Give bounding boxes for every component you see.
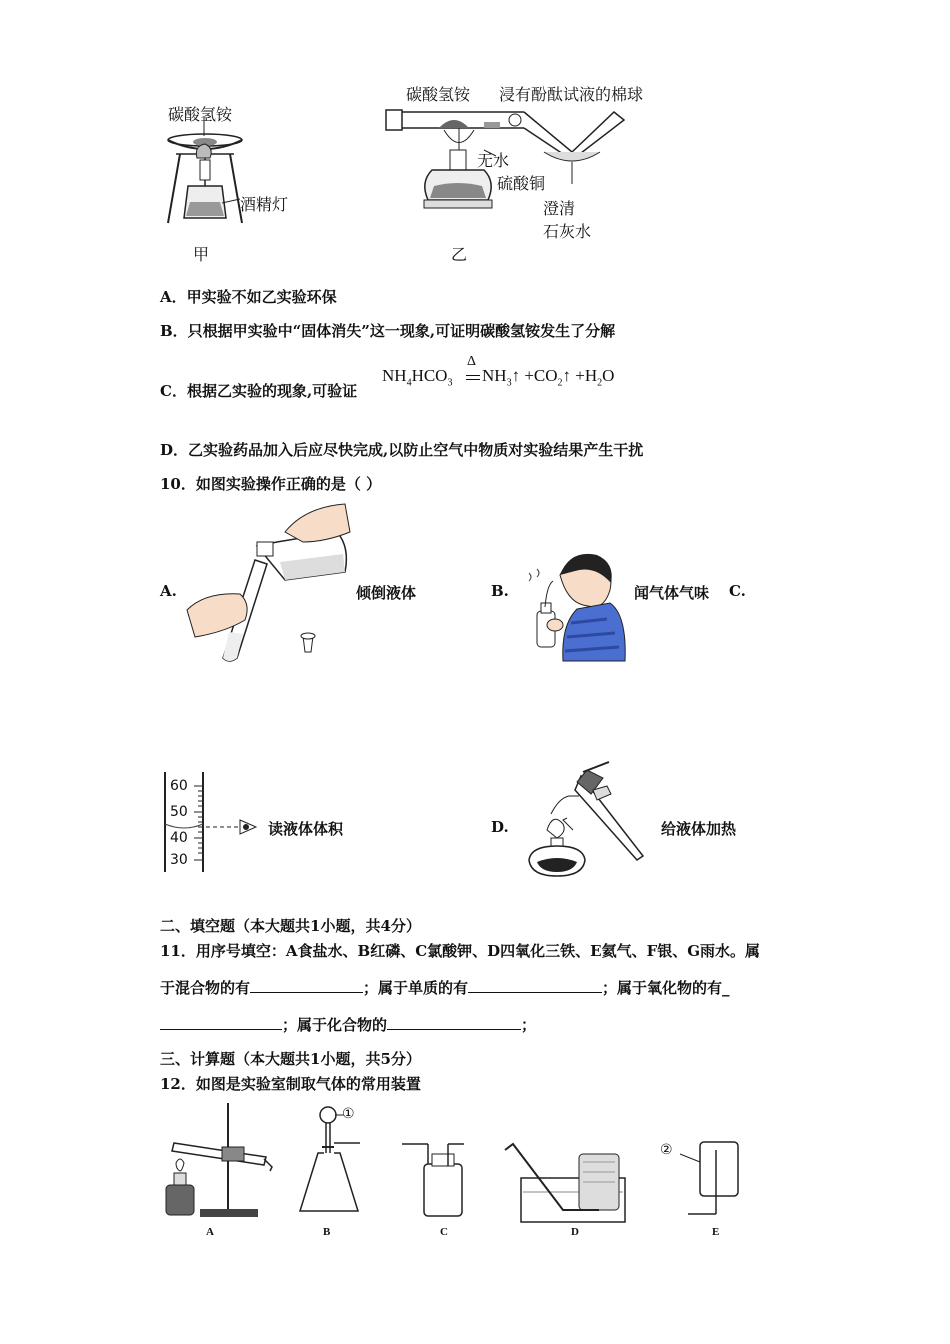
section2-heading: 二、填空题（本大题共1小题，共4分） (160, 917, 421, 935)
eq-delta: Δ (467, 354, 477, 369)
cylinder-mark-30: 30 (170, 852, 188, 868)
apparatus-e (660, 1140, 745, 1225)
q11-line2 (160, 977, 730, 998)
q11-compound-label: ；属于化合物的 (282, 1016, 388, 1034)
apparatus-d (503, 1140, 633, 1225)
heat-liquid-illustration (523, 760, 673, 880)
cylinder-mark-40: 40 (170, 830, 188, 846)
eq-equals-sign (466, 375, 480, 380)
caption-c: C (440, 1226, 448, 1238)
jia-caption: 甲 (193, 245, 210, 264)
jia-lamp-pointer (222, 195, 242, 205)
q11-mixture-label: 于混合物的有 (160, 979, 251, 997)
apparatus-b (296, 1103, 376, 1218)
q10-stem: 10．如图实验操作正确的是（ ） (160, 475, 382, 493)
q11-line3 (160, 1014, 536, 1035)
caption-d: D (571, 1226, 579, 1238)
q11-compound-blank[interactable] (387, 1015, 521, 1030)
jia-apparatus (160, 118, 250, 228)
q10-b-letter: B. (491, 582, 509, 600)
yi-caption: 乙 (451, 245, 468, 264)
yi-label-cotton: 浸有酚酞试液的棉球 (499, 85, 644, 104)
q11-oxide-label: ；属于氧化物的有_ (602, 979, 730, 997)
yi-label-anhydrous: 无水 (477, 151, 510, 170)
q11-element-blank[interactable] (468, 978, 602, 993)
cylinder-mark-50: 50 (170, 804, 188, 820)
q10-b-text: 闻气体气味 (634, 584, 710, 602)
q9-option-d: D．乙实验药品加入后应尽快完成,以防止空气中物质对实验结果产生干扰 (160, 441, 644, 459)
eq-products: $NH_3↑$ $+CO_2↑ +H_2O$ (482, 366, 615, 389)
q10-c-letter: C. (729, 582, 746, 600)
apparatus-a (160, 1103, 275, 1223)
q9-option-b: B．只根据甲实验中“固体消失”这一现象,可证明碳酸氢铵发生了分解 (160, 322, 616, 340)
yi-label-limewater-2: 石灰水 (543, 222, 592, 241)
q11-element-label: ；属于单质的有 (363, 979, 469, 997)
yi-label-cuso4: 硫酸铜 (497, 174, 546, 193)
q10-d-letter: D. (491, 818, 509, 836)
caption-b: B (323, 1226, 331, 1238)
jia-label-salt: 碳酸氢铵 (168, 105, 233, 124)
q10-c-text: 读液体体积 (268, 820, 344, 838)
q11-oxide-blank[interactable] (160, 1015, 282, 1030)
q11-line1: 11．用序号填空：A食盐水、B红磷、C氯酸钾、D四氧化三铁、E氦气、F银、G雨水。属 (160, 942, 761, 960)
yi-label-limewater-1: 澄清 (543, 199, 576, 218)
smell-gas-illustration (515, 545, 630, 665)
q9-option-c: C．根据乙实验的现象,可验证 (160, 382, 358, 400)
cylinder-mark-60: 60 (170, 778, 188, 794)
q11-end: ； (521, 1016, 537, 1034)
yi-label-salt: 碳酸氢铵 (406, 85, 471, 104)
pour-liquid-illustration (185, 502, 355, 662)
caption-e: E (712, 1226, 720, 1238)
caption-a: A (206, 1226, 214, 1238)
q12-stem: 12．如图是实验室制取气体的常用装置 (160, 1075, 421, 1093)
q10-a-letter: A. (160, 582, 177, 600)
eq-reactant: $NH_4HCO_3$ (382, 366, 453, 389)
jia-label-lamp: 酒精灯 (240, 195, 289, 214)
q10-a-text: 倾倒液体 (356, 584, 417, 602)
marker-2: ② (660, 1142, 673, 1158)
apparatus-c (402, 1140, 472, 1220)
section3-heading: 三、计算题（本大题共1小题，共5分） (160, 1050, 421, 1068)
q11-mixture-blank[interactable] (250, 978, 363, 993)
marker-1: ① (342, 1106, 355, 1122)
q9-option-a: A．甲实验不如乙实验环保 (160, 288, 337, 306)
q10-d-text: 给液体加热 (661, 820, 737, 838)
